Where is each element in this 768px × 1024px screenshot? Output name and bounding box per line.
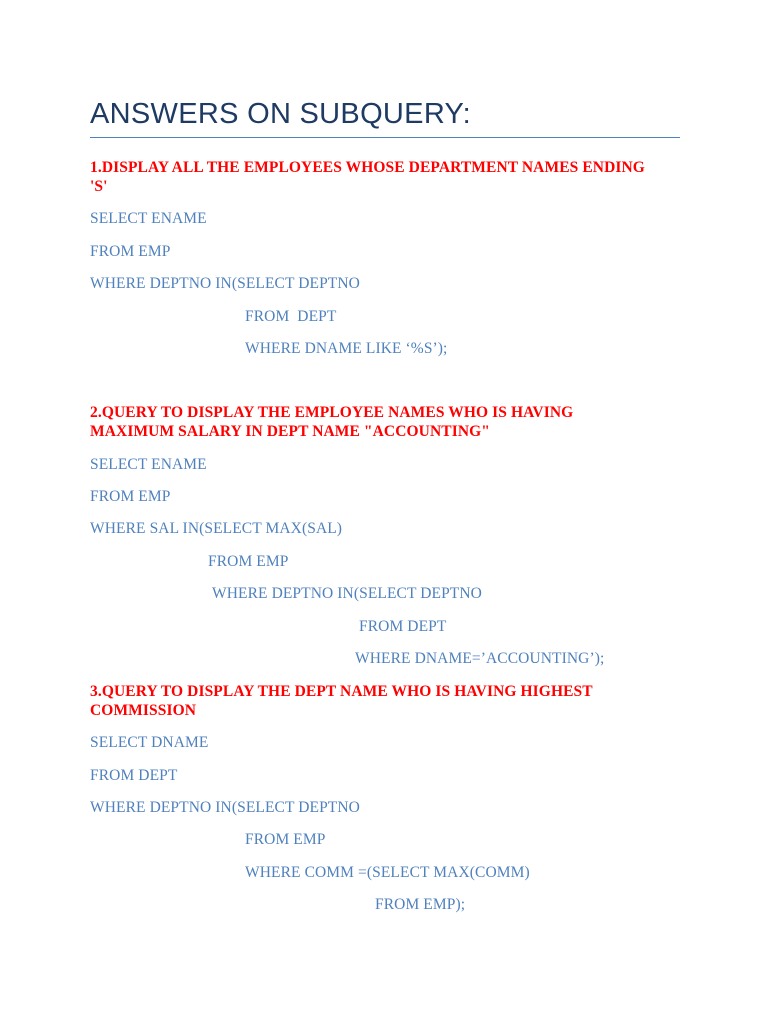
question-3-code-line: SELECT DNAME bbox=[90, 734, 209, 751]
question-1-heading-line-2: 'S' bbox=[90, 178, 108, 195]
question-2-code-line: FROM EMP bbox=[90, 488, 171, 505]
question-3-code-line: FROM EMP bbox=[245, 831, 326, 848]
question-2-code-line: WHERE DNAME=’ACCOUNTING’); bbox=[355, 650, 605, 667]
question-2-heading-line-1: 2.QUERY TO DISPLAY THE EMPLOYEE NAMES WHO IS HAVING bbox=[90, 404, 574, 421]
question-1-code-line: SELECT ENAME bbox=[90, 210, 207, 227]
question-1-code-line: FROM EMP bbox=[90, 243, 171, 260]
question-3-heading-line-2: COMMISSION bbox=[90, 702, 197, 719]
question-3-code-line: WHERE DEPTNO IN(SELECT DEPTNO bbox=[90, 799, 360, 816]
question-1-code-line: FROM DEPT bbox=[245, 308, 337, 325]
question-3-heading-line-1: 3.QUERY TO DISPLAY THE DEPT NAME WHO IS HAVING HIGHEST bbox=[90, 683, 593, 700]
question-1-code-line: WHERE DNAME LIKE ‘%S’); bbox=[245, 340, 448, 357]
question-2-code-line: WHERE SAL IN(SELECT MAX(SAL) bbox=[90, 520, 343, 537]
title-underline bbox=[90, 137, 680, 138]
question-2-heading-line-2: MAXIMUM SALARY IN DEPT NAME "ACCOUNTING" bbox=[90, 423, 490, 440]
question-2-code-line: SELECT ENAME bbox=[90, 456, 207, 473]
question-1-code-line: WHERE DEPTNO IN(SELECT DEPTNO bbox=[90, 275, 360, 292]
page-title: ANSWERS ON SUBQUERY: bbox=[90, 98, 471, 130]
question-2-code-line: FROM EMP bbox=[208, 553, 289, 570]
question-2-code-line: WHERE DEPTNO IN(SELECT DEPTNO bbox=[212, 585, 482, 602]
question-2-code-line: FROM DEPT bbox=[359, 618, 447, 635]
question-3-code-line: WHERE COMM =(SELECT MAX(COMM) bbox=[245, 864, 530, 881]
question-1-heading-line-1: 1.DISPLAY ALL THE EMPLOYEES WHOSE DEPARTMENT NAMES ENDING bbox=[90, 159, 645, 176]
question-3-code-line: FROM DEPT bbox=[90, 767, 178, 784]
question-3-code-line: FROM EMP); bbox=[375, 896, 466, 913]
